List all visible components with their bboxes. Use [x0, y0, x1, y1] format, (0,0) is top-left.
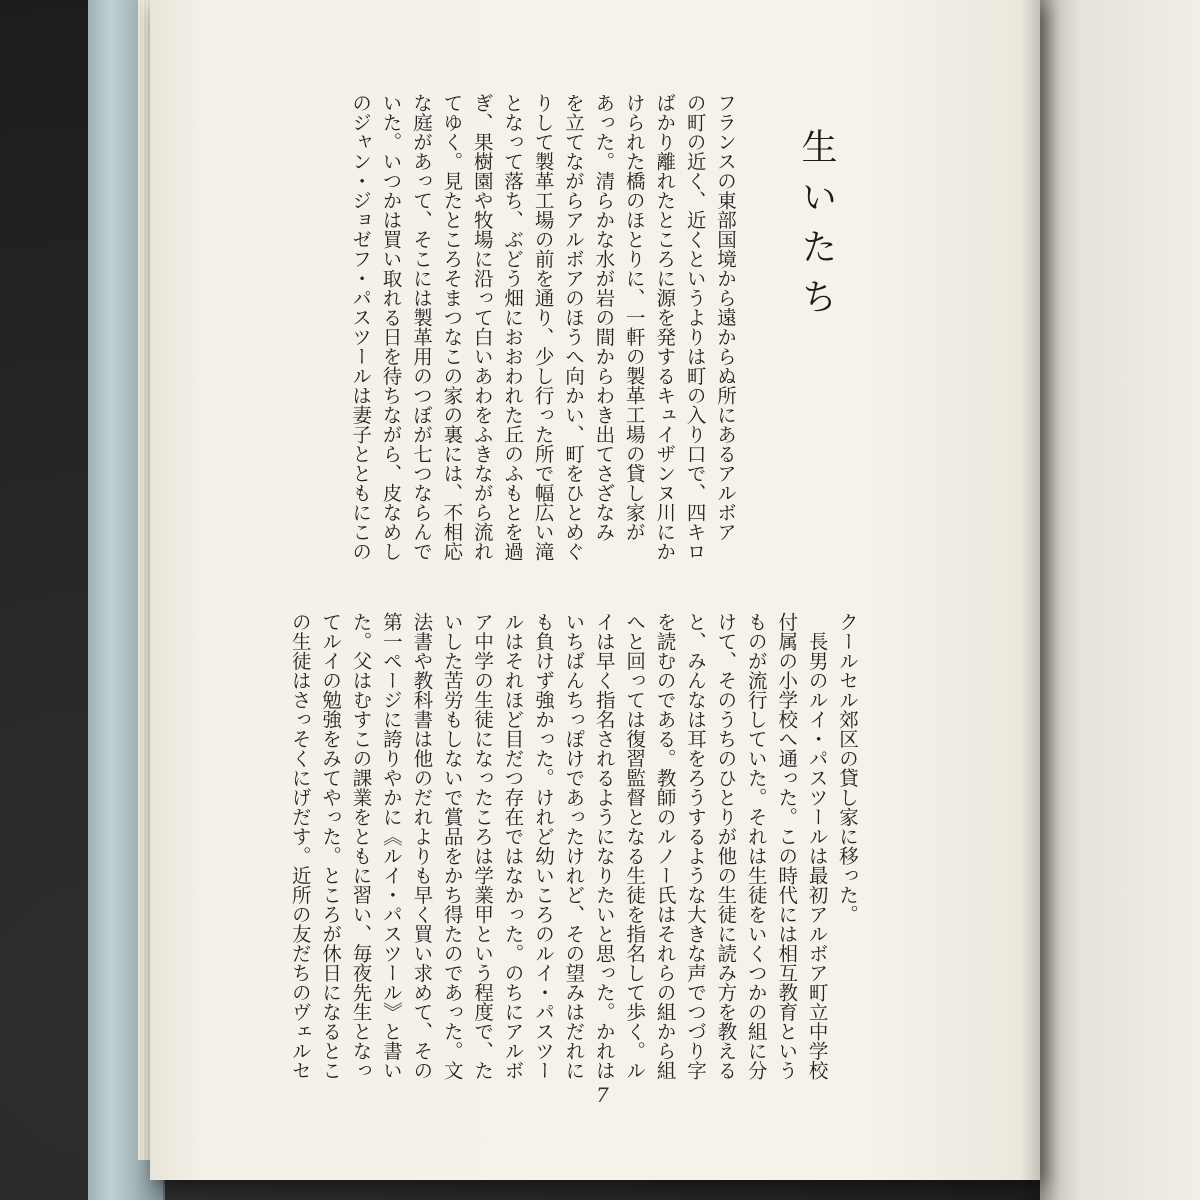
facing-page: [1040, 0, 1200, 1200]
text-block-bottom: [284, 612, 862, 1132]
text-line: 第一ページに誇りやかに《ルイ・パスツール》と書い: [379, 612, 403, 1080]
text-line: いた。いつかは買い取れる日を待ちながら、皮なめし: [379, 93, 403, 561]
text-line: へと回っては復習監督となる生徒を指名して歩く。ル: [623, 612, 647, 1080]
text-line: の町の近く、近くというよりは町の入り口で、四キロ: [683, 93, 707, 561]
text-line: てゆく。見たところそまつなこの家の裏には、不相応: [440, 93, 464, 561]
text-line: 長男のルイ・パスツールは最初アルボア町立中学校: [805, 612, 829, 1080]
text-line: の生徒はさっそくにげだす。近所の友だちのヴェルセ: [288, 612, 312, 1080]
text-line: ア中学の生徒になったころは学業甲という程度で、た: [471, 612, 495, 1080]
text-line: ばかり離れたところに源を発するキュイザンヌ川にか: [653, 93, 677, 561]
text-line: を読むのである。教師のルノー氏はそれらの組から組: [653, 612, 677, 1080]
text-line: た。父はむすこの課業をともに習い、毎夜先生となっ: [349, 612, 373, 1080]
text-line: を立てながらアルボアのほうへ向かい、町をひとめぐ: [561, 93, 585, 561]
text-line: 法書や教科書は他のだれよりも早く買い求めて、その: [410, 612, 434, 1080]
text-line: フランスの東部国境から遠からぬ所にあるアルボア: [714, 93, 737, 542]
text-line: のジャン・ジョゼフ・パスツールは妻子とともにこの: [349, 93, 373, 561]
text-line: りして製革工場の前を通り、少し行った所で幅広い滝: [531, 93, 555, 561]
text-line: あった。清らかな水が岩の間からわき出てさざなみ: [592, 93, 616, 542]
text-line: けられた橋のほとりに、一軒の製革工場の貸し家が: [622, 93, 646, 542]
text-line: ルはそれほど目だつ存在ではなかった。のちにアルボ: [501, 612, 525, 1080]
text-line: も負けず強かった。けれど幼いころのルイ・パスツー: [531, 612, 555, 1080]
text-line: いした苦労もしないで賞品をかち得たのであった。文: [440, 612, 464, 1080]
page-number: 7: [596, 1083, 609, 1107]
text-line: けて、そのうちのひとりが他の生徒に読み方を教える: [714, 612, 738, 1080]
text-line: な庭があって、そこには製革用のつぼが七つならんで: [409, 93, 433, 561]
text-block-top: [345, 93, 740, 573]
chapter-title: 生いたち: [796, 128, 837, 328]
text-line: いちばんちっぽけであったけれど、その望みはだれに: [562, 612, 586, 1080]
text-line: 付属の小学校へ通った。この時代には相互教育という: [775, 612, 799, 1080]
gutter-shadow: [1020, 0, 1060, 1200]
text-line: ものが流行していた。それは生徒をいくつかの組に分: [744, 612, 768, 1080]
text-line: と、みんなは耳をろうするような大きな声でつづり字: [683, 612, 707, 1080]
text-line: ぎ、果樹園や牧場に沿って白いあわをふきながら流れ: [470, 93, 494, 561]
text-line: イは早く指名されるようになりたいと思った。かれは: [592, 612, 616, 1080]
text-line: クールセル郊区の貸し家に移った。: [836, 612, 859, 924]
text-line: となって落ち、ぶどう畑におおわれた丘のふもとを過: [501, 93, 525, 561]
text-line: てルイの勉強をみてやった。ところが休日になるとこ: [319, 612, 343, 1080]
